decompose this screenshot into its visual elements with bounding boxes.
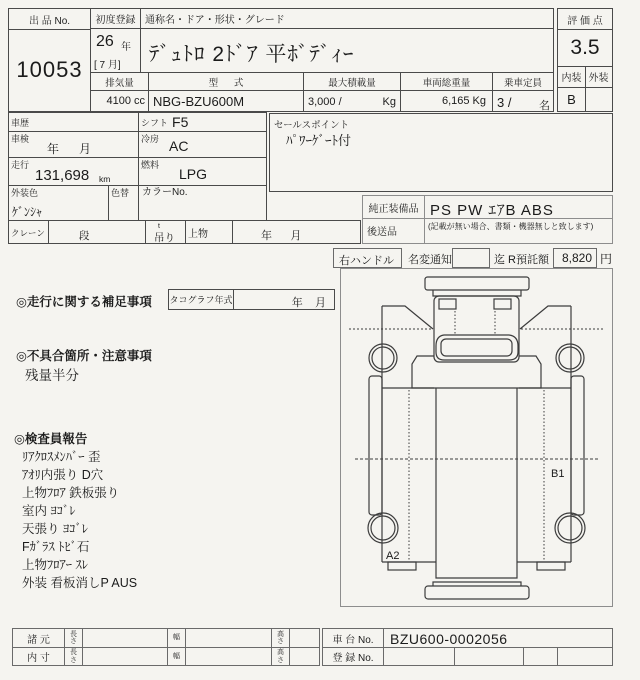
score-box (557, 8, 613, 112)
mileage-unit: km (99, 174, 111, 184)
inspector-item: ｱｵﾘ内張り D穴 (22, 468, 104, 482)
registration-label: 登 録 No. (322, 647, 384, 666)
lot-label: 出 品 No. (9, 9, 90, 30)
sales-point-text: ﾊﾟﾜｰｹﾞｰﾄ付 (286, 133, 352, 148)
registration-cell-2 (454, 647, 524, 666)
inspector-item: Fｶﾞﾗｽ ﾄﾋﾞ石 (22, 540, 90, 554)
model-code: NBG-BZU600M (148, 90, 304, 112)
inner-width-value (185, 647, 272, 666)
max-load-number: 3,000 / (308, 96, 342, 108)
vehicle-diagram-frame (340, 268, 613, 607)
color-cell (8, 185, 109, 221)
color-value: ｹﾞﾝｼｬ (12, 205, 43, 219)
inner-height-value (289, 647, 320, 666)
sales-point-label: セールスポイント (274, 120, 350, 131)
crane-tsuri-cell (145, 220, 186, 244)
specs-height-label: 高さ (271, 628, 290, 648)
score-value: 3.5 (558, 29, 612, 67)
vehicle-name-cell (140, 28, 554, 73)
registration-cell-1 (383, 647, 455, 666)
inner-row-label: 内 寸 (12, 647, 65, 666)
displacement-label: 排気量 (90, 72, 149, 91)
equipment-label: 純正装備品 (362, 195, 425, 219)
inspector-item: ﾘｱｸﾛｽﾒﾝﾊﾞｰ 歪 (22, 450, 101, 464)
color-label: 外装色 (11, 188, 39, 198)
history-label: 車歴 (11, 118, 30, 128)
specs-row-label: 諸 元 (12, 628, 65, 648)
shift-value: F5 (172, 114, 189, 130)
made-label: 迄 (494, 254, 505, 266)
interior-label: 内装 (558, 66, 586, 88)
equipment-value: PS PW ｴｱB ABS (430, 202, 554, 219)
inner-length-value (82, 647, 168, 666)
crane-cell (8, 220, 49, 244)
damage-label-a2: A2 (386, 550, 400, 562)
interior-grade: B (558, 87, 586, 111)
inspector-item: 外装 看板消しP AUS (22, 576, 138, 590)
mileage-cell (8, 157, 139, 186)
exterior-label: 外装 (585, 66, 612, 88)
fuel-value: LPG (179, 166, 208, 182)
uwamono-label: 上物 (188, 229, 208, 240)
inspection-cell (8, 131, 139, 158)
gvw-label: 車両総重量 (400, 72, 493, 91)
name-change-label: 名変通知 (408, 254, 452, 266)
defects-heading: ◎不具合箇所・注意事項 (16, 349, 152, 363)
truck-top-view-diagram (341, 269, 612, 606)
exterior-grade (585, 87, 612, 111)
inspector-item: 天張り ﾖｺﾞﾚ (22, 522, 88, 536)
name-change-box (452, 248, 490, 268)
first-reg-year: 26 (96, 33, 114, 50)
registration-cell-4 (557, 647, 613, 666)
tacho-value-cell (233, 289, 335, 310)
specs-width-value (185, 628, 272, 648)
mileage-value: 131,698 (35, 167, 90, 184)
registration-cell-3 (523, 647, 558, 666)
uwamono-date: 年 月 (261, 230, 302, 242)
colorno-cell (138, 185, 267, 221)
inner-width-label: 幅 (167, 647, 186, 666)
crane-ton-label: t (158, 223, 160, 230)
deposit-label: R預託額 (508, 254, 549, 266)
score-label: 評 価 点 (558, 9, 612, 30)
inner-height-label: 高さ (271, 647, 290, 666)
capacity-unit: 名 (539, 100, 550, 112)
max-load-label: 最大積載量 (303, 72, 401, 91)
yen-label: 円 (600, 252, 613, 266)
tacho-value: 年 月 (291, 297, 326, 309)
later-items-label: 後送品 (367, 227, 397, 238)
fuel-cell (138, 157, 267, 186)
shift-label: シフト (141, 118, 169, 128)
specs-height-value (289, 628, 320, 648)
equipment-value-cell (424, 195, 613, 219)
vehicle-name-label: 通称名・ドア・形状・グレード (140, 8, 554, 29)
sales-point-box (269, 113, 613, 192)
lot-box (8, 8, 91, 112)
capacity-value (492, 90, 554, 112)
specs-length-value (82, 628, 168, 648)
history-cell (8, 112, 139, 132)
inspector-item: 室内 ﾖｺﾞﾚ (22, 504, 76, 518)
inspection-value: 年 月 (47, 142, 92, 156)
aircon-value: AC (169, 138, 189, 154)
max-load-unit: Kg (382, 96, 396, 108)
inspector-item: 上物ﾌﾛｱｰ ｽﾚ (22, 558, 88, 572)
chassis-label: 車 台 No. (322, 628, 384, 648)
shift-cell (138, 112, 267, 132)
uwamono-date-cell (232, 220, 361, 244)
gvw-value: 6,165 Kg (400, 90, 493, 112)
inspector-report-list (22, 448, 322, 592)
first-registration-label: 初度登録 (90, 8, 141, 29)
inspector-heading: ◎検査員報告 (14, 432, 88, 446)
handle-label: 右ハンドル (339, 255, 394, 267)
handle-box (333, 248, 402, 268)
later-items-label-cell (362, 218, 425, 244)
colorno-label: カラーNo. (142, 187, 188, 198)
recolor-cell (108, 185, 139, 221)
later-items-note: (記載が無い場合、書類・機器無しと致します) (428, 222, 594, 231)
capacity-label: 乗車定員 (492, 72, 554, 91)
aircon-cell (138, 131, 267, 158)
specs-length-label: 長さ (64, 628, 83, 648)
crane-tsuri-label: 吊り (154, 232, 175, 244)
fuel-label: 燃料 (141, 160, 160, 170)
chassis-number-cell (383, 628, 613, 648)
first-reg-month: [ 7 月] (94, 60, 121, 71)
recolor-label: 色替 (111, 188, 130, 198)
specs-width-label: 幅 (167, 628, 186, 648)
later-items-note-cell (424, 218, 613, 244)
max-load-value (303, 90, 401, 112)
inspection-label: 車検 (11, 134, 30, 144)
tacho-label: タコグラフ年式 (168, 289, 234, 310)
chassis-number: BZU600-0002056 (390, 631, 508, 647)
first-reg-year-unit: 年 (121, 42, 131, 53)
crane-dan-label: 段 (79, 230, 90, 242)
crane-label: クレーン (11, 227, 45, 238)
model-code-label: 型 式 (148, 72, 304, 91)
deposit-box: 8,820 (553, 248, 597, 268)
inner-length-label: 長さ (64, 647, 83, 666)
first-registration-value (90, 28, 141, 73)
lot-number: 10053 (16, 57, 83, 82)
vehicle-name: ﾃﾞｭﾄﾛ 2ﾄﾞｱ 平ﾎﾞﾃﾞｨｰ (149, 43, 355, 66)
capacity-number: 3 / (497, 95, 512, 110)
inspector-item: 上物ﾌﾛｱ 鉄板張り (22, 486, 120, 500)
uwamono-cell (185, 220, 233, 244)
mileage-label: 走行 (11, 160, 30, 170)
mileage-note-heading: ◎走行に関する補足事項 (16, 295, 152, 309)
displacement-value: 4100 cc (90, 90, 149, 112)
defects-text: 残量半分 (25, 368, 79, 383)
aircon-label: 冷房 (141, 134, 160, 144)
crane-dan-cell (48, 220, 146, 244)
damage-label-b1: B1 (551, 468, 565, 480)
